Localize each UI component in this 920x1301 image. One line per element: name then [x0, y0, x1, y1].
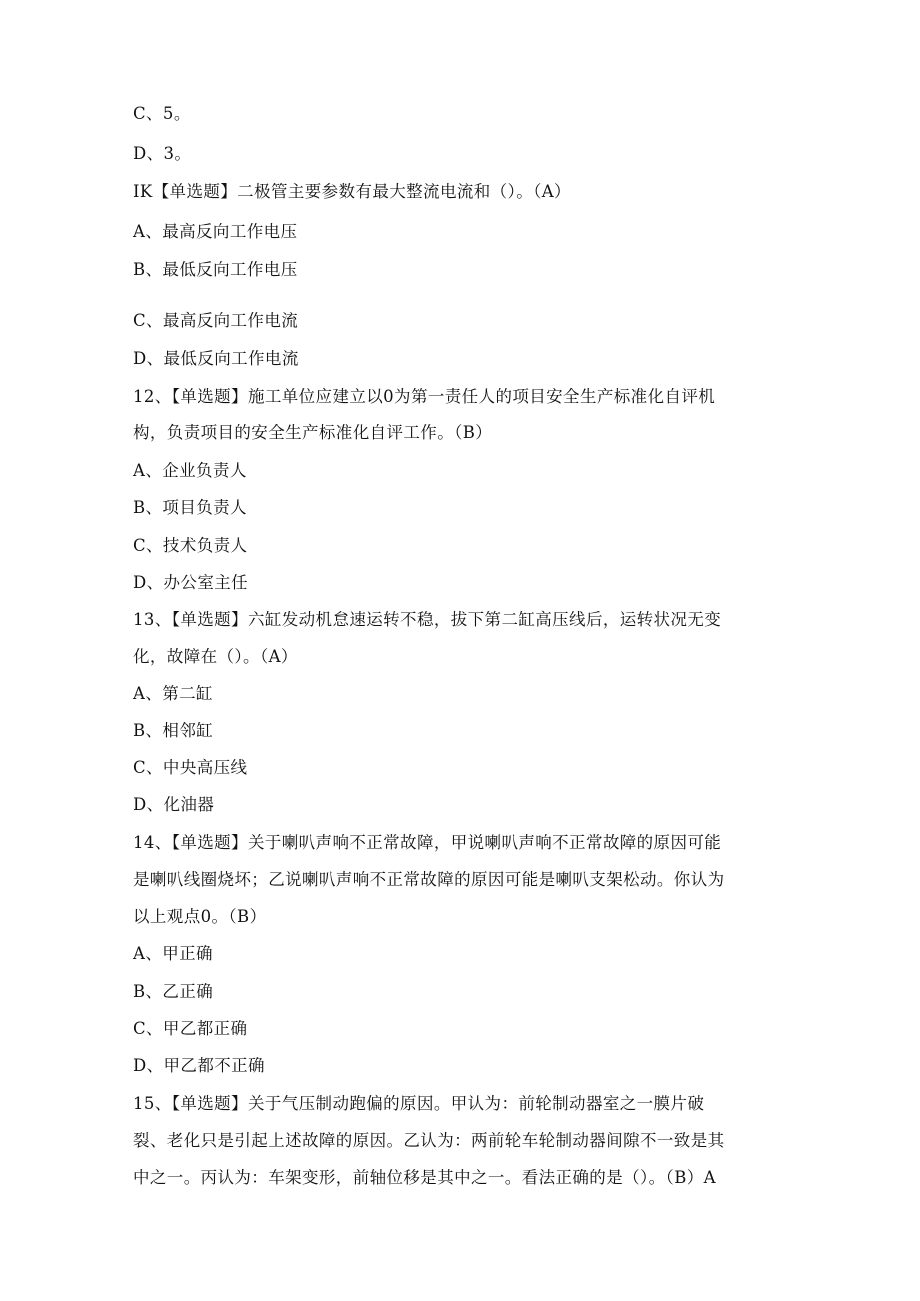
- option-c-q13: C、中央高压线: [133, 758, 248, 777]
- option-a-q14: A、甲正确: [133, 944, 213, 963]
- option-c-q12: C、技术负责人: [133, 536, 248, 555]
- question-11: IK【单选题】二极管主要参数有最大整流电流和（）。（A）: [133, 182, 571, 201]
- question-12-line-2: 构，负责项目的安全生产标准化自评工作。（B）: [133, 423, 493, 442]
- question-15-line-3: 中之一。丙认为：车架变形，前轴位移是其中之一。看法正确的是（）。（B）A: [133, 1168, 716, 1187]
- option-c-q11: C、最高反向工作电流: [133, 311, 299, 330]
- option-a-q11: A、最高反向工作电压: [133, 222, 298, 241]
- option-d-q14: D、甲乙都不正确: [133, 1056, 265, 1075]
- option-a-q13: A、第二缸: [133, 684, 213, 703]
- question-14-line-3: 以上观点0。（B）: [133, 907, 267, 926]
- question-14-line-1: 14、【单选题】关于喇叭声响不正常故障，甲说喇叭声响不正常故障的原因可能: [133, 833, 722, 852]
- option-d-q10: D、3。: [133, 144, 192, 163]
- option-a-q12: A、企业负责人: [133, 461, 247, 480]
- option-b-q13: B、相邻缸: [133, 721, 214, 740]
- question-12-line-1: 12、【单选题】施工单位应建立以0为第一责任人的项目安全生产标准化自评机: [133, 387, 716, 406]
- option-d-q12: D、办公室主任: [133, 573, 249, 592]
- question-15-line-2: 裂、老化只是引起上述故障的原因。乙认为：两前轮车轮制动器间隙不一致是其: [133, 1131, 725, 1150]
- option-b-q14: B、乙正确: [133, 982, 214, 1001]
- question-13-line-1: 13、【单选题】六缸发动机怠速运转不稳，拔下第二缸高压线后，运转状况无变: [133, 610, 722, 629]
- option-d-q11: D、最低反向工作电流: [133, 349, 299, 368]
- question-14-line-2: 是喇叭线圈烧坏；乙说喇叭声响不正常故障的原因可能是喇叭支架松动。你认为: [133, 870, 725, 889]
- question-13-line-2: 化，故障在（）。（A）: [133, 647, 298, 666]
- option-c-q10: C、5。: [133, 104, 191, 123]
- option-c-q14: C、甲乙都正确: [133, 1019, 248, 1038]
- option-d-q13: D、化油器: [133, 795, 215, 814]
- option-b-q11: B、最低反向工作电压: [133, 260, 298, 279]
- question-15-line-1: 15、【单选题】关于气压制动跑偏的原因。甲认为：前轮制动器室之一膜片破: [133, 1094, 705, 1113]
- option-b-q12: B、项目负责人: [133, 498, 247, 517]
